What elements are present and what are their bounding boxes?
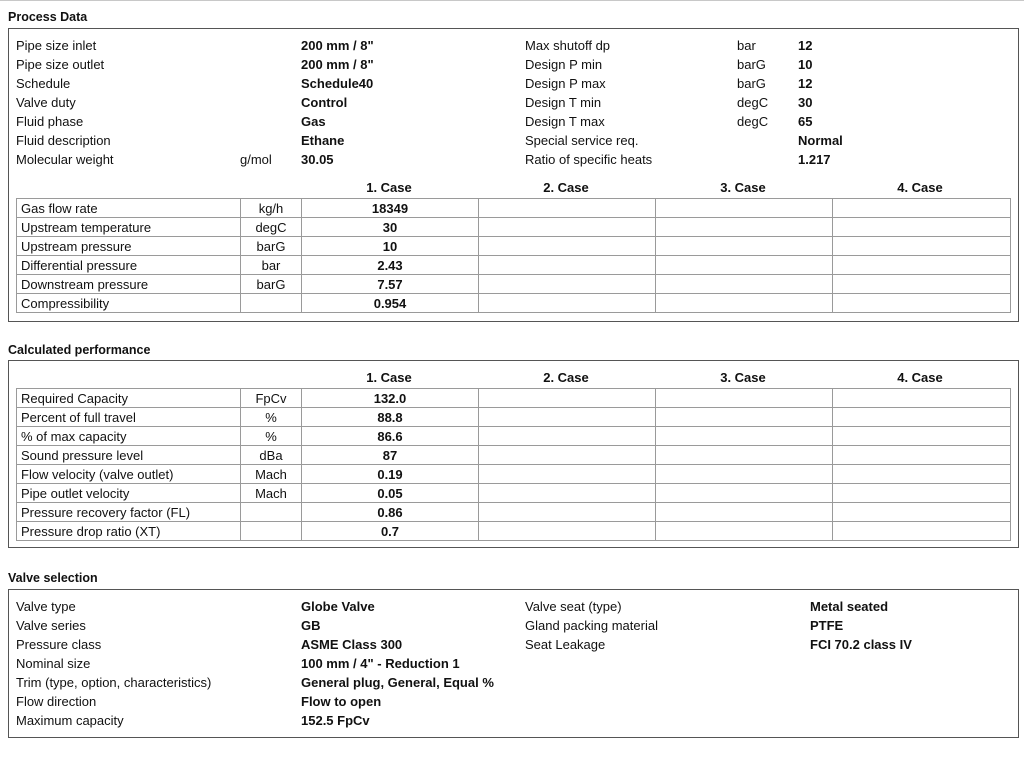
case-2-cell	[479, 275, 656, 294]
table-row	[17, 427, 1011, 446]
top-divider	[0, 0, 1024, 1]
process-unit: barG	[737, 57, 766, 72]
row-label: Pressure recovery factor (FL)	[17, 503, 241, 522]
row-label: Pressure drop ratio (XT)	[17, 522, 241, 541]
case-header-3: 3. Case	[720, 180, 766, 195]
case-header-1: 1. Case	[366, 180, 412, 195]
case-4-cell	[833, 427, 1011, 446]
case-4-cell	[833, 294, 1011, 313]
process-unit: degC	[737, 95, 769, 110]
case-2-cell	[479, 218, 656, 237]
process-label: Valve duty	[16, 95, 76, 110]
selection-value: ASME Class 300	[301, 637, 403, 652]
case-4-cell	[833, 199, 1011, 218]
case-3-cell	[656, 256, 833, 275]
case-3-cell	[656, 218, 833, 237]
case-header-2: 2. Case	[543, 370, 589, 385]
case-4-cell	[833, 484, 1011, 503]
row-unit: barG	[241, 237, 302, 256]
table-row	[17, 237, 1011, 256]
case-4-cell	[833, 275, 1011, 294]
case-2-cell	[479, 522, 656, 541]
process-value: 30.05	[301, 152, 334, 167]
case-4-cell	[833, 256, 1011, 275]
process-label: Design P min	[525, 57, 603, 72]
selection-value: 152.5 FpCv	[301, 713, 370, 728]
row-label: Percent of full travel	[17, 408, 241, 427]
process-value: 65	[798, 114, 813, 129]
process-value: 200 mm / 8"	[301, 57, 374, 72]
selection-label: Pressure class	[16, 637, 102, 652]
process-label: Schedule	[16, 76, 71, 91]
case-2-cell	[479, 389, 656, 408]
case-1-value: 30	[302, 218, 479, 237]
case-2-cell	[479, 446, 656, 465]
case-header-3: 3. Case	[720, 370, 766, 385]
process-value: 1.217	[798, 152, 831, 167]
case-4-cell	[833, 237, 1011, 256]
selection-value: Globe Valve	[301, 599, 375, 614]
case-3-cell	[656, 503, 833, 522]
performance-title: Calculated performance	[8, 343, 151, 357]
row-unit: barG	[241, 275, 302, 294]
case-2-cell	[479, 294, 656, 313]
selection-label: Trim (type, option, characteristics)	[16, 675, 212, 690]
process-value: 12	[798, 38, 813, 53]
case-4-cell	[833, 465, 1011, 484]
case-1-value: 87	[302, 446, 479, 465]
row-unit: Mach	[241, 465, 302, 484]
process-value: Ethane	[301, 133, 345, 148]
row-label: Required Capacity	[17, 389, 241, 408]
process-label: Design T min	[525, 95, 602, 110]
case-3-cell	[656, 465, 833, 484]
table-row	[17, 256, 1011, 275]
selection-label: Valve seat (type)	[525, 599, 622, 614]
case-1-value: 132.0	[302, 389, 479, 408]
row-unit: Mach	[241, 484, 302, 503]
case-3-cell	[656, 446, 833, 465]
case-3-cell	[656, 389, 833, 408]
case-3-cell	[656, 408, 833, 427]
table-row	[17, 446, 1011, 465]
selection-value: FCI 70.2 class IV	[810, 637, 912, 652]
process-case-table	[16, 198, 1011, 313]
row-label: Compressibility	[17, 294, 241, 313]
table-row	[17, 408, 1011, 427]
row-label: Upstream temperature	[17, 218, 241, 237]
case-3-cell	[656, 199, 833, 218]
process-value: 10	[798, 57, 813, 72]
selection-value: PTFE	[810, 618, 844, 633]
row-unit: bar	[241, 256, 302, 275]
row-label: Upstream pressure	[17, 237, 241, 256]
valve-selection-title: Valve selection	[8, 571, 98, 585]
table-row	[17, 503, 1011, 522]
case-3-cell	[656, 237, 833, 256]
selection-label: Valve type	[16, 599, 76, 614]
case-1-value: 0.7	[302, 522, 479, 541]
case-2-cell	[479, 256, 656, 275]
row-unit: %	[241, 408, 302, 427]
selection-label: Seat Leakage	[525, 637, 606, 652]
case-4-cell	[833, 446, 1011, 465]
case-1-value: 18349	[302, 199, 479, 218]
selection-value: Metal seated	[810, 599, 889, 614]
row-unit: FpCv	[241, 389, 302, 408]
selection-label: Flow direction	[16, 694, 97, 709]
case-4-cell	[833, 522, 1011, 541]
process-label: Max shutoff dp	[525, 38, 611, 53]
row-label: Gas flow rate	[17, 199, 241, 218]
row-unit	[241, 503, 302, 522]
process-label: Pipe size inlet	[16, 38, 97, 53]
process-unit: barG	[737, 76, 766, 91]
table-row	[17, 275, 1011, 294]
row-label: Downstream pressure	[17, 275, 241, 294]
selection-label: Nominal size	[16, 656, 91, 671]
case-1-value: 7.57	[302, 275, 479, 294]
case-3-cell	[656, 294, 833, 313]
case-header-4: 4. Case	[897, 180, 943, 195]
process-value: Normal	[798, 133, 843, 148]
case-4-cell	[833, 389, 1011, 408]
row-label: Sound pressure level	[17, 446, 241, 465]
case-1-value: 0.19	[302, 465, 479, 484]
table-row	[17, 294, 1011, 313]
case-2-cell	[479, 408, 656, 427]
row-unit: %	[241, 427, 302, 446]
performance-case-table	[16, 388, 1011, 541]
row-unit: degC	[241, 218, 302, 237]
process-value: 200 mm / 8"	[301, 38, 374, 53]
case-1-value: 86.6	[302, 427, 479, 446]
table-row	[17, 522, 1011, 541]
case-header-2: 2. Case	[543, 180, 589, 195]
row-label: Pipe outlet velocity	[17, 484, 241, 503]
row-label: % of max capacity	[17, 427, 241, 446]
process-label: Design P max	[525, 76, 606, 91]
process-label: Pipe size outlet	[16, 57, 105, 72]
selection-label: Maximum capacity	[16, 713, 124, 728]
case-3-cell	[656, 275, 833, 294]
case-1-value: 0.86	[302, 503, 479, 522]
case-2-cell	[479, 465, 656, 484]
case-1-value: 88.8	[302, 408, 479, 427]
process-label: Fluid phase	[16, 114, 84, 129]
case-4-cell	[833, 218, 1011, 237]
process-label: Ratio of specific heats	[525, 152, 653, 167]
table-row	[17, 218, 1011, 237]
process-unit: bar	[737, 38, 756, 53]
table-row	[17, 199, 1011, 218]
process-value: Schedule40	[301, 76, 374, 91]
process-label: Fluid description	[16, 133, 111, 148]
case-2-cell	[479, 484, 656, 503]
row-unit: dBa	[241, 446, 302, 465]
process-label: Special service req.	[525, 133, 639, 148]
row-unit	[241, 294, 302, 313]
case-2-cell	[479, 199, 656, 218]
row-label: Differential pressure	[17, 256, 241, 275]
case-1-value: 0.954	[302, 294, 479, 313]
row-unit: kg/h	[241, 199, 302, 218]
case-header-1: 1. Case	[366, 370, 412, 385]
table-row	[17, 389, 1011, 408]
case-4-cell	[833, 503, 1011, 522]
case-3-cell	[656, 427, 833, 446]
case-3-cell	[656, 522, 833, 541]
process-value: Control	[301, 95, 348, 110]
case-1-value: 0.05	[302, 484, 479, 503]
case-2-cell	[479, 503, 656, 522]
case-4-cell	[833, 408, 1011, 427]
case-1-value: 2.43	[302, 256, 479, 275]
process-label: Design T max	[525, 114, 605, 129]
case-3-cell	[656, 484, 833, 503]
process-data-title: Process Data	[8, 10, 88, 24]
table-row	[17, 484, 1011, 503]
process-label: Molecular weight	[16, 152, 114, 167]
selection-value: Flow to open	[301, 694, 382, 709]
process-unit: degC	[737, 114, 769, 129]
process-value: Gas	[301, 114, 326, 129]
row-label: Flow velocity (valve outlet)	[17, 465, 241, 484]
case-1-value: 10	[302, 237, 479, 256]
process-value: 12	[798, 76, 813, 91]
row-unit	[241, 522, 302, 541]
selection-label: Gland packing material	[525, 618, 658, 633]
case-header-4: 4. Case	[897, 370, 943, 385]
process-unit: g/mol	[240, 152, 272, 167]
case-2-cell	[479, 427, 656, 446]
selection-value: GB	[301, 618, 321, 633]
selection-label: Valve series	[16, 618, 86, 633]
selection-value: General plug, General, Equal %	[301, 675, 494, 690]
selection-value: 100 mm / 4" - Reduction 1	[301, 656, 460, 671]
process-value: 30	[798, 95, 813, 110]
case-2-cell	[479, 237, 656, 256]
table-row	[17, 465, 1011, 484]
